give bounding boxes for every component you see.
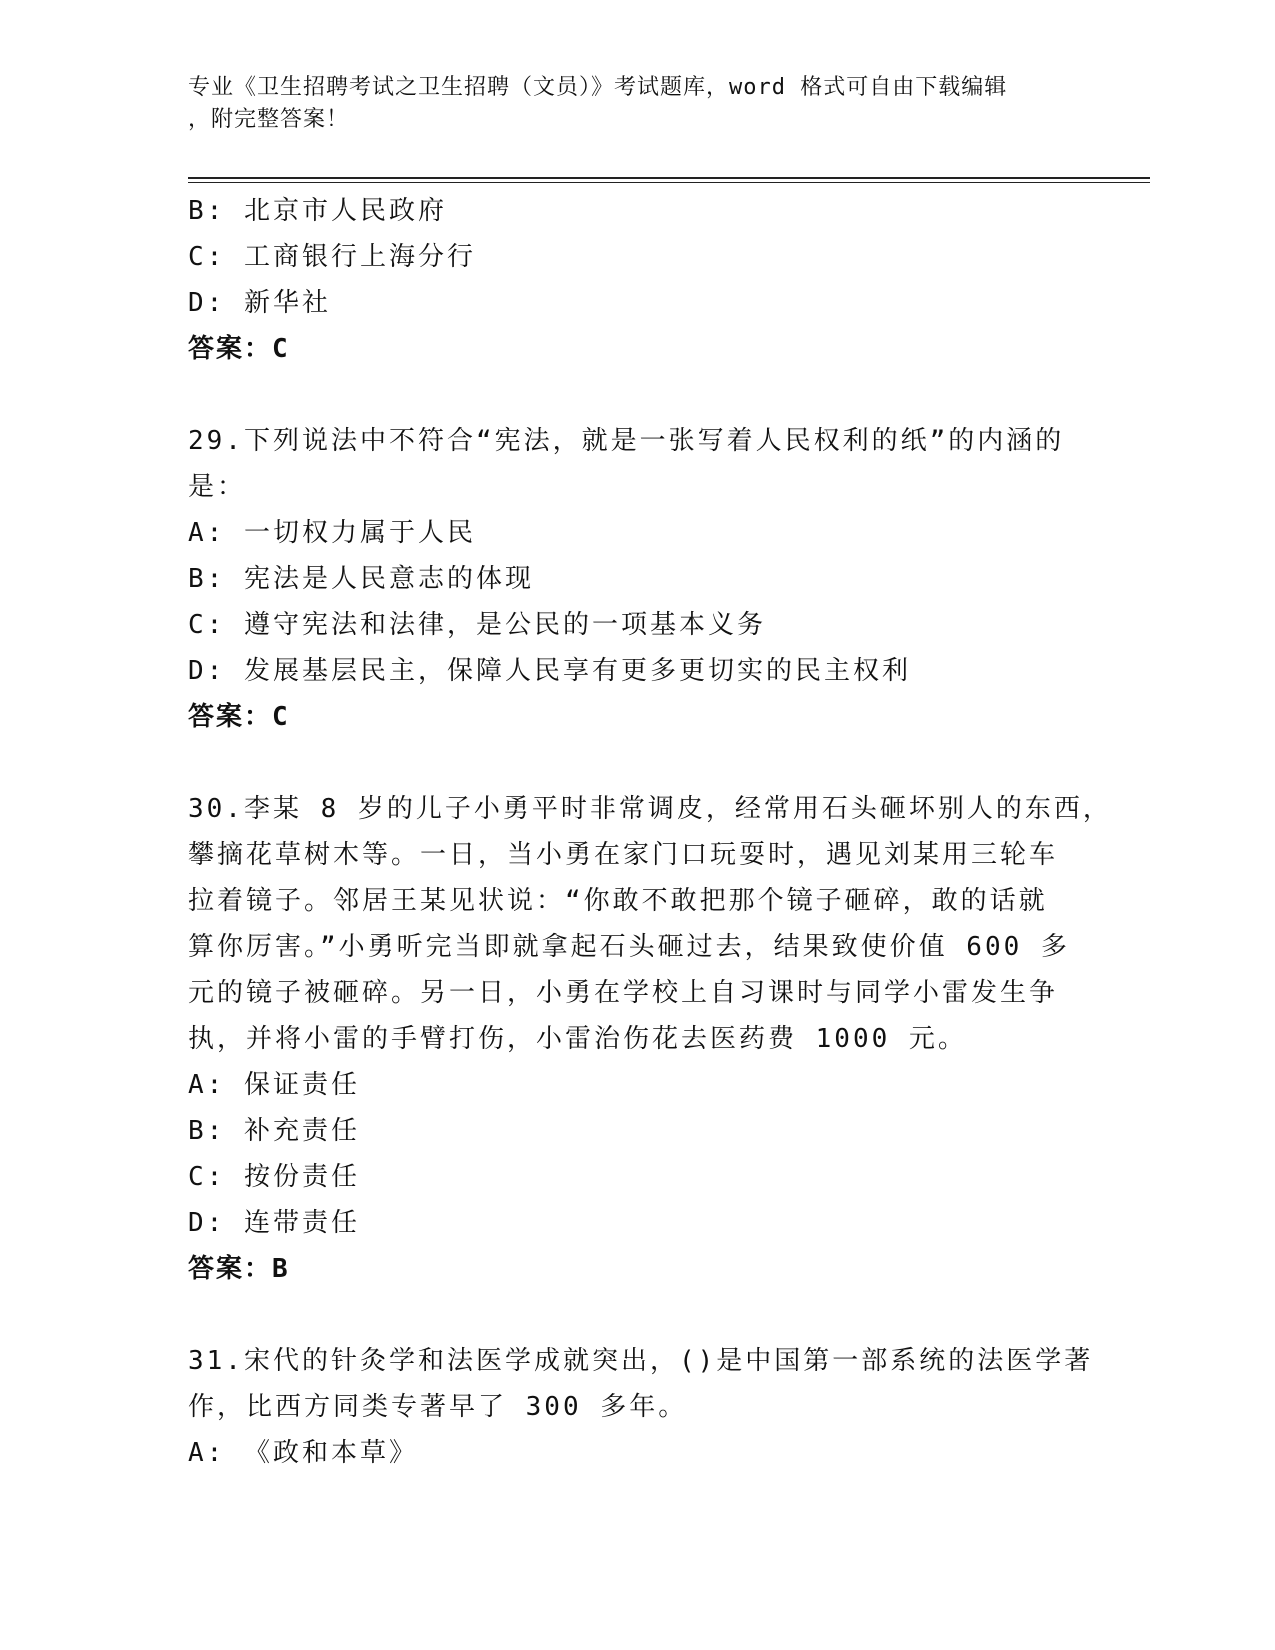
q30-option-c: C: 按份责任 (188, 1162, 360, 1192)
q30-option-b: B: 补充责任 (188, 1116, 360, 1146)
question-28-block (188, 188, 1088, 372)
spacer (188, 740, 1088, 786)
q28-option-b: B: 北京市人民政府 (188, 196, 447, 226)
question-30-block (188, 786, 1112, 1292)
header-line-1: 专业《卫生招聘考试之卫生招聘（文员）》考试题库，word 格式可自由下载编辑 (188, 75, 1008, 100)
q29-answer: 答案：C (188, 702, 290, 732)
q30-option-a: A: 保证责任 (188, 1070, 360, 1100)
q30-stem-line-4: 算你厉害。”小勇听完当即就拿起石头砸过去，结果致使价值 600 多 (188, 932, 1070, 962)
q31-stem-line-2: 作，比西方同类专著早了 300 多年。 (188, 1392, 688, 1422)
header-divider-thin (188, 182, 1150, 183)
q30-stem-line-6: 执，并将小雷的手臂打伤，小雷治伤花去医药费 1000 元。 (188, 1024, 967, 1054)
q30-answer: 答案：B (188, 1254, 290, 1284)
q29-option-d: D: 发展基层民主，保障人民享有更多更切实的民主权利 (188, 656, 911, 686)
q30-stem-line-1: 30.李某 8 岁的儿子小勇平时非常调皮，经常用石头砸坏别人的东西， (188, 794, 1112, 824)
q29-option-c: C: 遵守宪法和法律，是公民的一项基本义务 (188, 610, 766, 640)
q29-option-a: A: 一切权力属于人民 (188, 518, 476, 548)
q30-stem-line-5: 元的镜子被砸碎。另一日，小勇在学校上自习课时与同学小雷发生争 (188, 978, 1059, 1008)
document-body (188, 188, 1112, 1476)
header-line-2: ，附完整答案！ (188, 107, 350, 132)
q30-stem-line-3: 拉着镜子。邻居王某见状说：“你敢不敢把那个镜子砸碎，敢的话就 (188, 886, 1048, 916)
q28-answer: 答案：C (188, 334, 290, 364)
spacer (188, 372, 1088, 418)
document-header (188, 72, 1068, 136)
q29-stem-line-1: 29.下列说法中不符合“宪法，就是一张写着人民权利的纸”的内涵的 (188, 426, 1065, 456)
header-divider-thick (188, 177, 1150, 179)
q28-option-c: C: 工商银行上海分行 (188, 242, 476, 272)
q31-stem-line-1: 31.宋代的针灸学和法医学成就突出，()是中国第一部系统的法医学著 (188, 1346, 1094, 1376)
q30-option-d: D: 连带责任 (188, 1208, 360, 1238)
q30-stem-line-2: 攀摘花草树木等。一日，当小勇在家门口玩耍时，遇见刘某用三轮车 (188, 840, 1059, 870)
question-31-block (188, 1338, 1094, 1476)
spacer (188, 1292, 1088, 1338)
q29-option-b: B: 宪法是人民意志的体现 (188, 564, 534, 594)
q31-option-a: A: 《政和本草》 (188, 1438, 418, 1468)
question-29-block (188, 418, 1088, 740)
q28-option-d: D: 新华社 (188, 288, 331, 318)
q29-stem-line-2: 是： (188, 472, 247, 502)
